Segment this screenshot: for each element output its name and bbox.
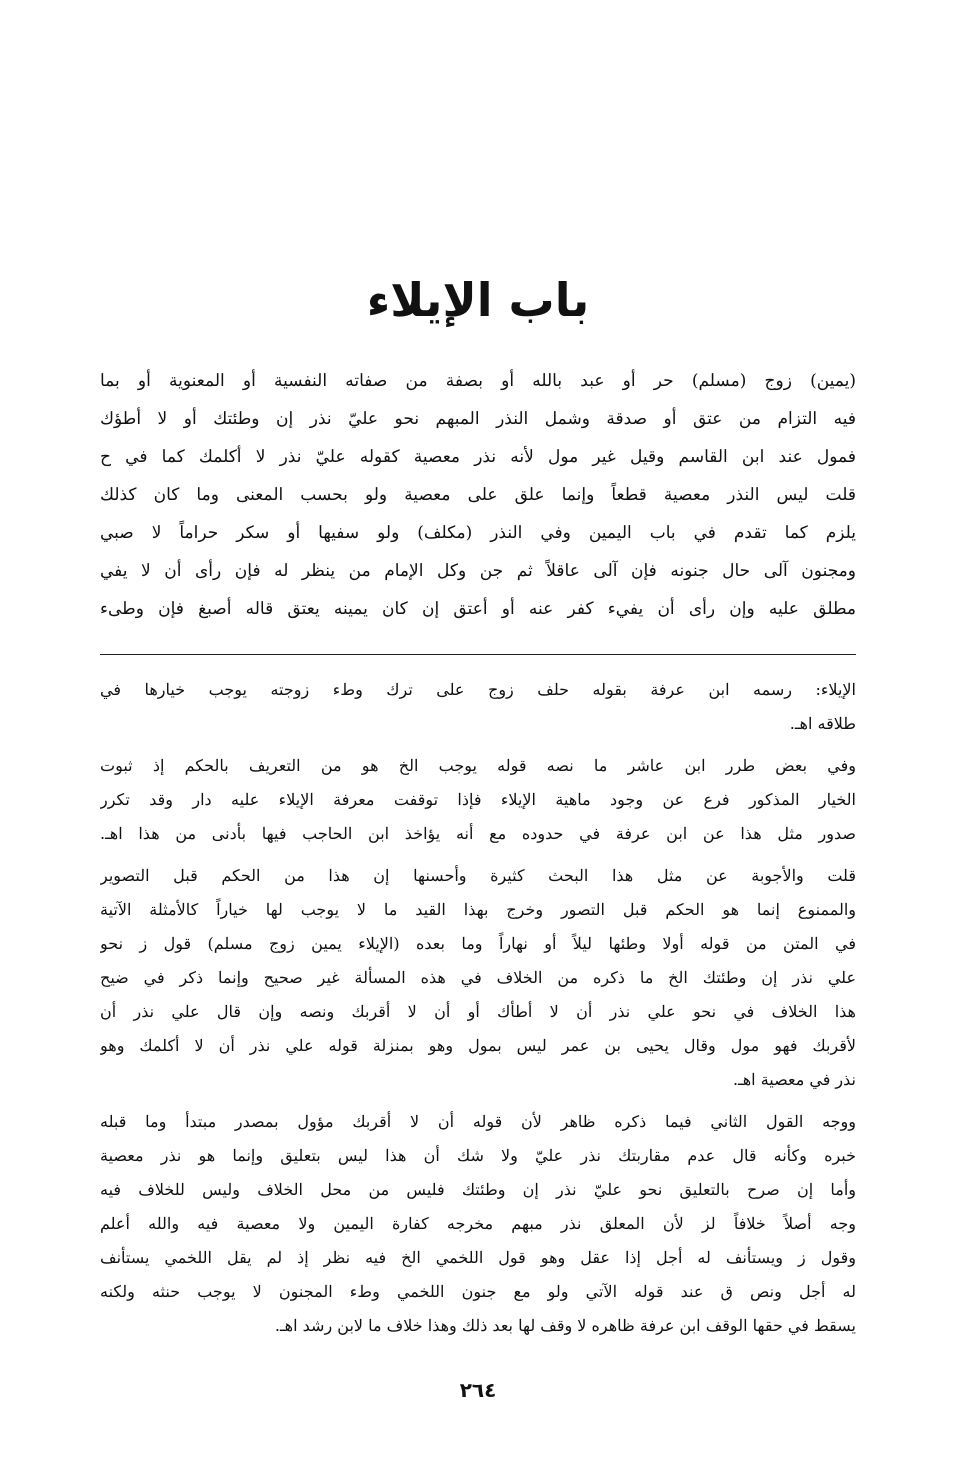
note-line: وقول ز ويستأنف له أجل إذا عقل وهو قول اللخمي الخ فيه نظر إذ لم يقل اللخمي يستأنف (100, 1248, 856, 1267)
note-line: صدور مثل هذا عن ابن عرفة في حدوده مع أنه يؤاخذ ابن الحاجب فيها بأدنى من هذا اهـ. (100, 824, 856, 843)
note-line: ووجه القول الثاني فيما ذكره ظاهر لأن قوله أن لا أقربك مؤول بمصدر مبتدأ وما قبله (100, 1112, 856, 1131)
note-line: قلت والأجوبة عن مثل هذا البحث كثيرة وأحسنها إن هذا من الحكم قبل التصوير (100, 866, 856, 885)
main-text-line: قلت ليس النذر معصية قطعاً وإنما علق على معصية ولو بحسب المعنى وما كان كذلك (100, 485, 856, 505)
note-line: وأما إن صرح بالتعليق نحو عليّ نذر إن وطئتك فليس من محل الخلاف وليس للخلاف فيه (100, 1180, 856, 1199)
chapter-title: باب الإيلاء (366, 273, 590, 327)
commentary-notes (100, 673, 856, 1343)
main-text-line: (يمين) زوج (مسلم) حر أو عبد بالله أو بصفة من صفاته النفسية أو المعنوية أو بما (100, 371, 856, 391)
page-number: ٢٦٤ (459, 1378, 497, 1402)
main-text (100, 362, 856, 628)
note-line: يسقط في حقها الوقف ابن عرفة ظاهره لا وقف لها بعد ذلك وهذا خلاف ما لابن رشد اهـ. (274, 1316, 856, 1335)
note-line: وفي بعض طرر ابن عاشر ما نصه قوله يوجب الخ هو من التعريف بالحكم إذ ثبوت (100, 756, 856, 775)
note-line: نذر في معصية اهـ. (732, 1070, 856, 1089)
note-paragraph (100, 673, 856, 741)
main-text-line: مطلق عليه وإن رأى أن يفيء كفر عنه أو أعتق إن كان يمينه يعتق قاله أصبغ فإن وطىء (100, 599, 856, 619)
note-line: وجه أصلاً خلافاً لز لأن المعلق نذر مبهم مخرجه كفارة اليمين ولا معصية فيه والله أعلم (100, 1214, 856, 1233)
note-line: في المتن من قوله أولا وطئها ليلاً أو نهاراً وما بعده (الإيلاء يمين زوج مسلم) قول ز نحو (100, 934, 856, 953)
note-paragraph (100, 859, 856, 1097)
main-text-line: ومجنون آلى حال جنونه فإن آلى عاقلاً ثم جن وكل الإمام من ينظر له فإن رأى أن لا يفي (100, 561, 856, 581)
note-paragraph (100, 749, 856, 851)
main-text-line: فمول عند ابن القاسم وقيل غير مول لأنه نذر معصية كقوله عليّ نذر لا أكلمك كما في ح (100, 447, 856, 467)
note-line: لأقربك فهو مول وقال يحيى بن عمر ليس بمول وهو بمنزلة قوله علي نذر أن لا أكلمك وهو (100, 1036, 856, 1055)
note-line: علي نذر إن وطئتك الخ ما ذكره من الخلاف في هذه المسألة غير صحيح وإنما ذكر في ضيح (100, 968, 856, 987)
note-line: والممنوع إنما هو الحكم قبل التصور وخرج بهذا القيد ما لا يوجب لها خياراً كالأمثلة الآتية (100, 900, 856, 919)
note-line: طلاقه اهـ. (789, 714, 856, 733)
note-line: خبره وكأنه قال عدم مقاربتك نذر عليّ ولا شك أن هذا ليس بتعليق وإنما هو نذر معصية (100, 1146, 856, 1165)
note-paragraph (100, 1105, 856, 1343)
main-text-line: فيه التزام من عتق أو صدقة وشمل النذر المبهم نحو عليّ نذر إن وطئتك أو لا أطؤك (100, 409, 856, 429)
footnote-divider (100, 654, 856, 655)
main-text-line: يلزم كما تقدم في باب اليمين وفي النذر (مكلف) ولو سفيها أو سكر حراماً لا صبي (100, 523, 856, 543)
note-line: الإيلاء: رسمه ابن عرفة بقوله حلف زوج على ترك وطء زوجته يوجب خيارها في (100, 680, 856, 699)
note-line: له أجل ونص ق عند قوله الآتي ولو مع جنون اللخمي وطء المجنون لا يوجب حنثه ولكنه (100, 1282, 856, 1301)
note-line: هذا الخلاف في نحو علي نذر أن لا أطأك أو أن لا أقربك ونصه وإن قال علي نذر أن (100, 1002, 856, 1021)
note-line: الخيار المذكور فرع عن وجود ماهية الإيلاء فإذا توقفت معرفة الإيلاء عليه دار وقد تكرر (100, 790, 856, 809)
